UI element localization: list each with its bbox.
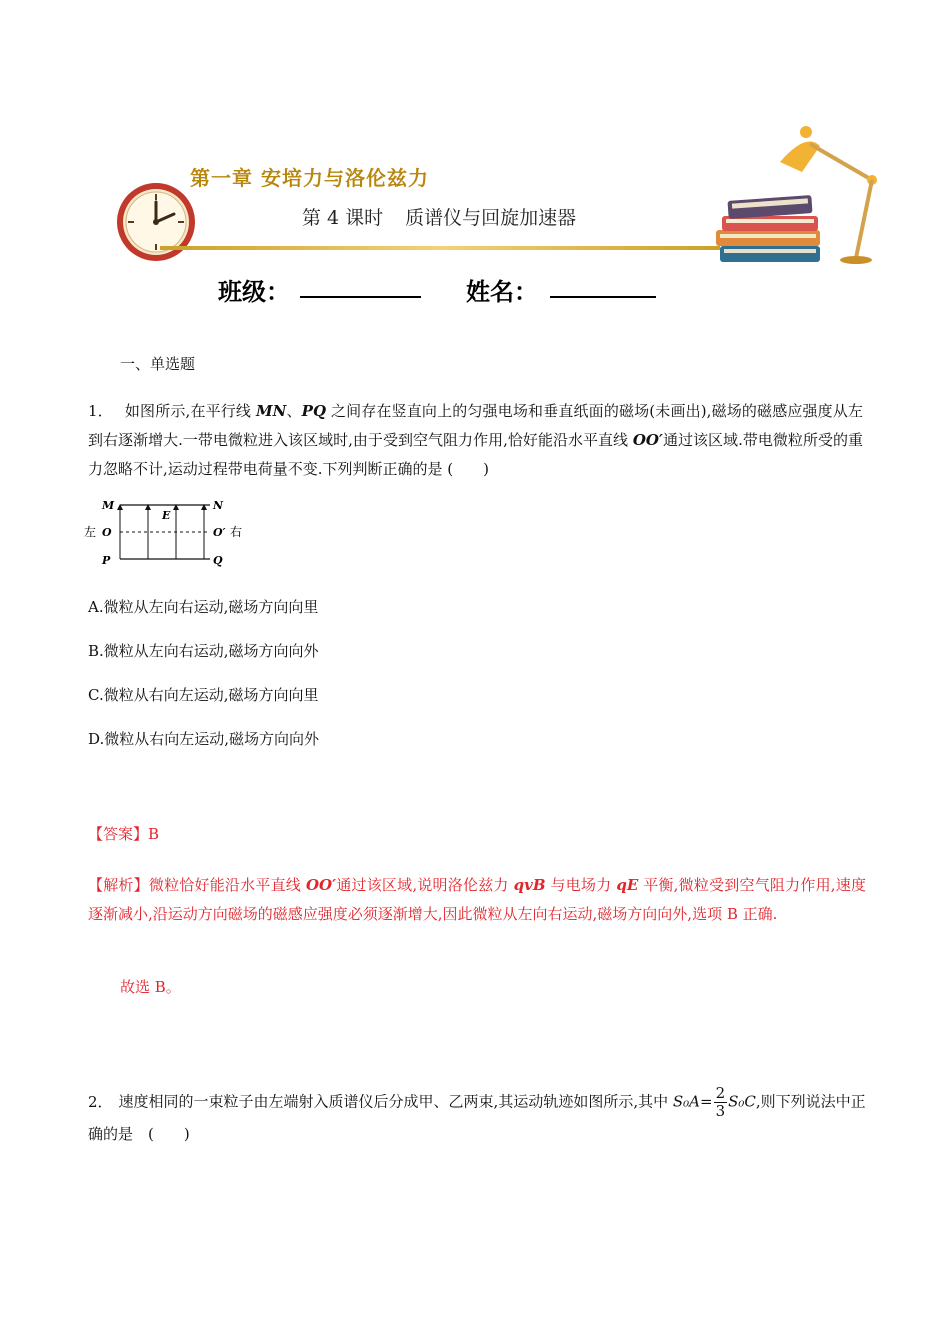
q1-oo: OO′	[632, 431, 663, 449]
expl-text-3: 与电场力	[545, 876, 617, 894]
answer-line	[88, 823, 159, 844]
q2-text-2: ,则下列说法中正确的是 ( )	[88, 1092, 866, 1143]
q1-mn: MN	[256, 402, 287, 420]
q1-text-3: 通过该区域.带电微粒所受的重力忽略不计,运动过程带电荷量不变.下列判断正确的是 ( )	[88, 431, 863, 478]
header-divider	[160, 246, 720, 250]
option-c[interactable]: C.微粒从右向左运动,磁场方向向里	[88, 686, 319, 704]
section-title: 一、单选题	[120, 355, 196, 373]
explanation	[88, 871, 866, 929]
expl-text-1: 微粒恰好能沿水平直线	[148, 876, 306, 894]
lesson-number: 第 4 课时	[302, 207, 384, 229]
label-q: Q	[213, 554, 223, 567]
label-left: 左	[84, 525, 97, 539]
q1-text-2: 之间存在竖直向上的匀强电场和垂直纸面的磁场(未画出),磁场的磁感应强度从左到右逐渐增大.一带电微粒进入该区域时,由于受到空气阻力作用,恰好能沿水平直线	[88, 402, 864, 449]
clock-icon	[114, 180, 198, 264]
question-1-text	[88, 397, 863, 484]
answer-value: B	[148, 825, 160, 843]
option-b[interactable]: B.微粒从左向右运动,磁场方向向外	[88, 642, 319, 660]
answer-label: 【答案】	[88, 825, 149, 843]
question-2-text	[88, 1085, 866, 1149]
q1-pq: PQ	[301, 402, 327, 420]
expl-qvb: qvB	[513, 876, 546, 894]
chapter-title: 第一章 安培力与洛伦兹力	[190, 166, 429, 190]
class-label: 班级：	[218, 278, 290, 306]
lesson-name: 质谱仪与回旋加速器	[405, 207, 577, 229]
label-right: 右	[230, 525, 243, 539]
q1-field-diagram	[84, 495, 249, 570]
q2-eq: =	[699, 1092, 713, 1111]
q2-fraction	[714, 1085, 728, 1120]
q2-number: 2．	[88, 1092, 113, 1111]
desk-lamp-icon	[776, 122, 886, 267]
class-field[interactable]	[300, 296, 421, 298]
expl-text-4: 平衡,微粒受到空气阻力作用,速度逐渐减小,沿运动方向磁场的磁感应强度必须逐渐增大,因此微粒从左向右运动,磁场方向向外,选项 B 正确.	[88, 876, 866, 923]
label-p: P	[102, 554, 111, 567]
label-e: E	[162, 509, 171, 522]
name-field[interactable]	[550, 296, 656, 298]
expl-oo: OO′	[305, 876, 337, 894]
label-n: N	[213, 499, 224, 512]
expl-qe: qE	[616, 876, 639, 894]
label-m: M	[102, 499, 115, 512]
lesson-title	[302, 203, 576, 230]
option-a[interactable]: A.微粒从左向右运动,磁场方向向里	[88, 598, 319, 616]
conclusion: 故选 B。	[120, 978, 181, 996]
label-o: O	[102, 526, 112, 539]
q1-sep: 、	[286, 402, 302, 420]
q1-text-1: 如图所示,在平行线	[124, 402, 257, 420]
q1-number: 1．	[88, 402, 113, 420]
option-d[interactable]: D.微粒从右向左运动,磁场方向向外	[88, 730, 320, 748]
fraction-numerator: 2	[715, 1084, 726, 1102]
explanation-label: 【解析】	[88, 876, 149, 894]
name-label: 姓名：	[466, 278, 538, 306]
expl-text-2: 通过该区域,说明洛伦兹力	[336, 876, 514, 894]
fraction-denominator: 3	[715, 1102, 726, 1120]
q2-s0a: S₀A	[672, 1092, 700, 1111]
q2-text-1: 速度相同的一束粒子由左端射入质谱仪后分成甲、乙两束,其运动轨迹如图所示,其中	[118, 1092, 673, 1111]
q2-s0c: S₀C	[728, 1092, 756, 1111]
label-o-prime: O′	[213, 526, 226, 539]
